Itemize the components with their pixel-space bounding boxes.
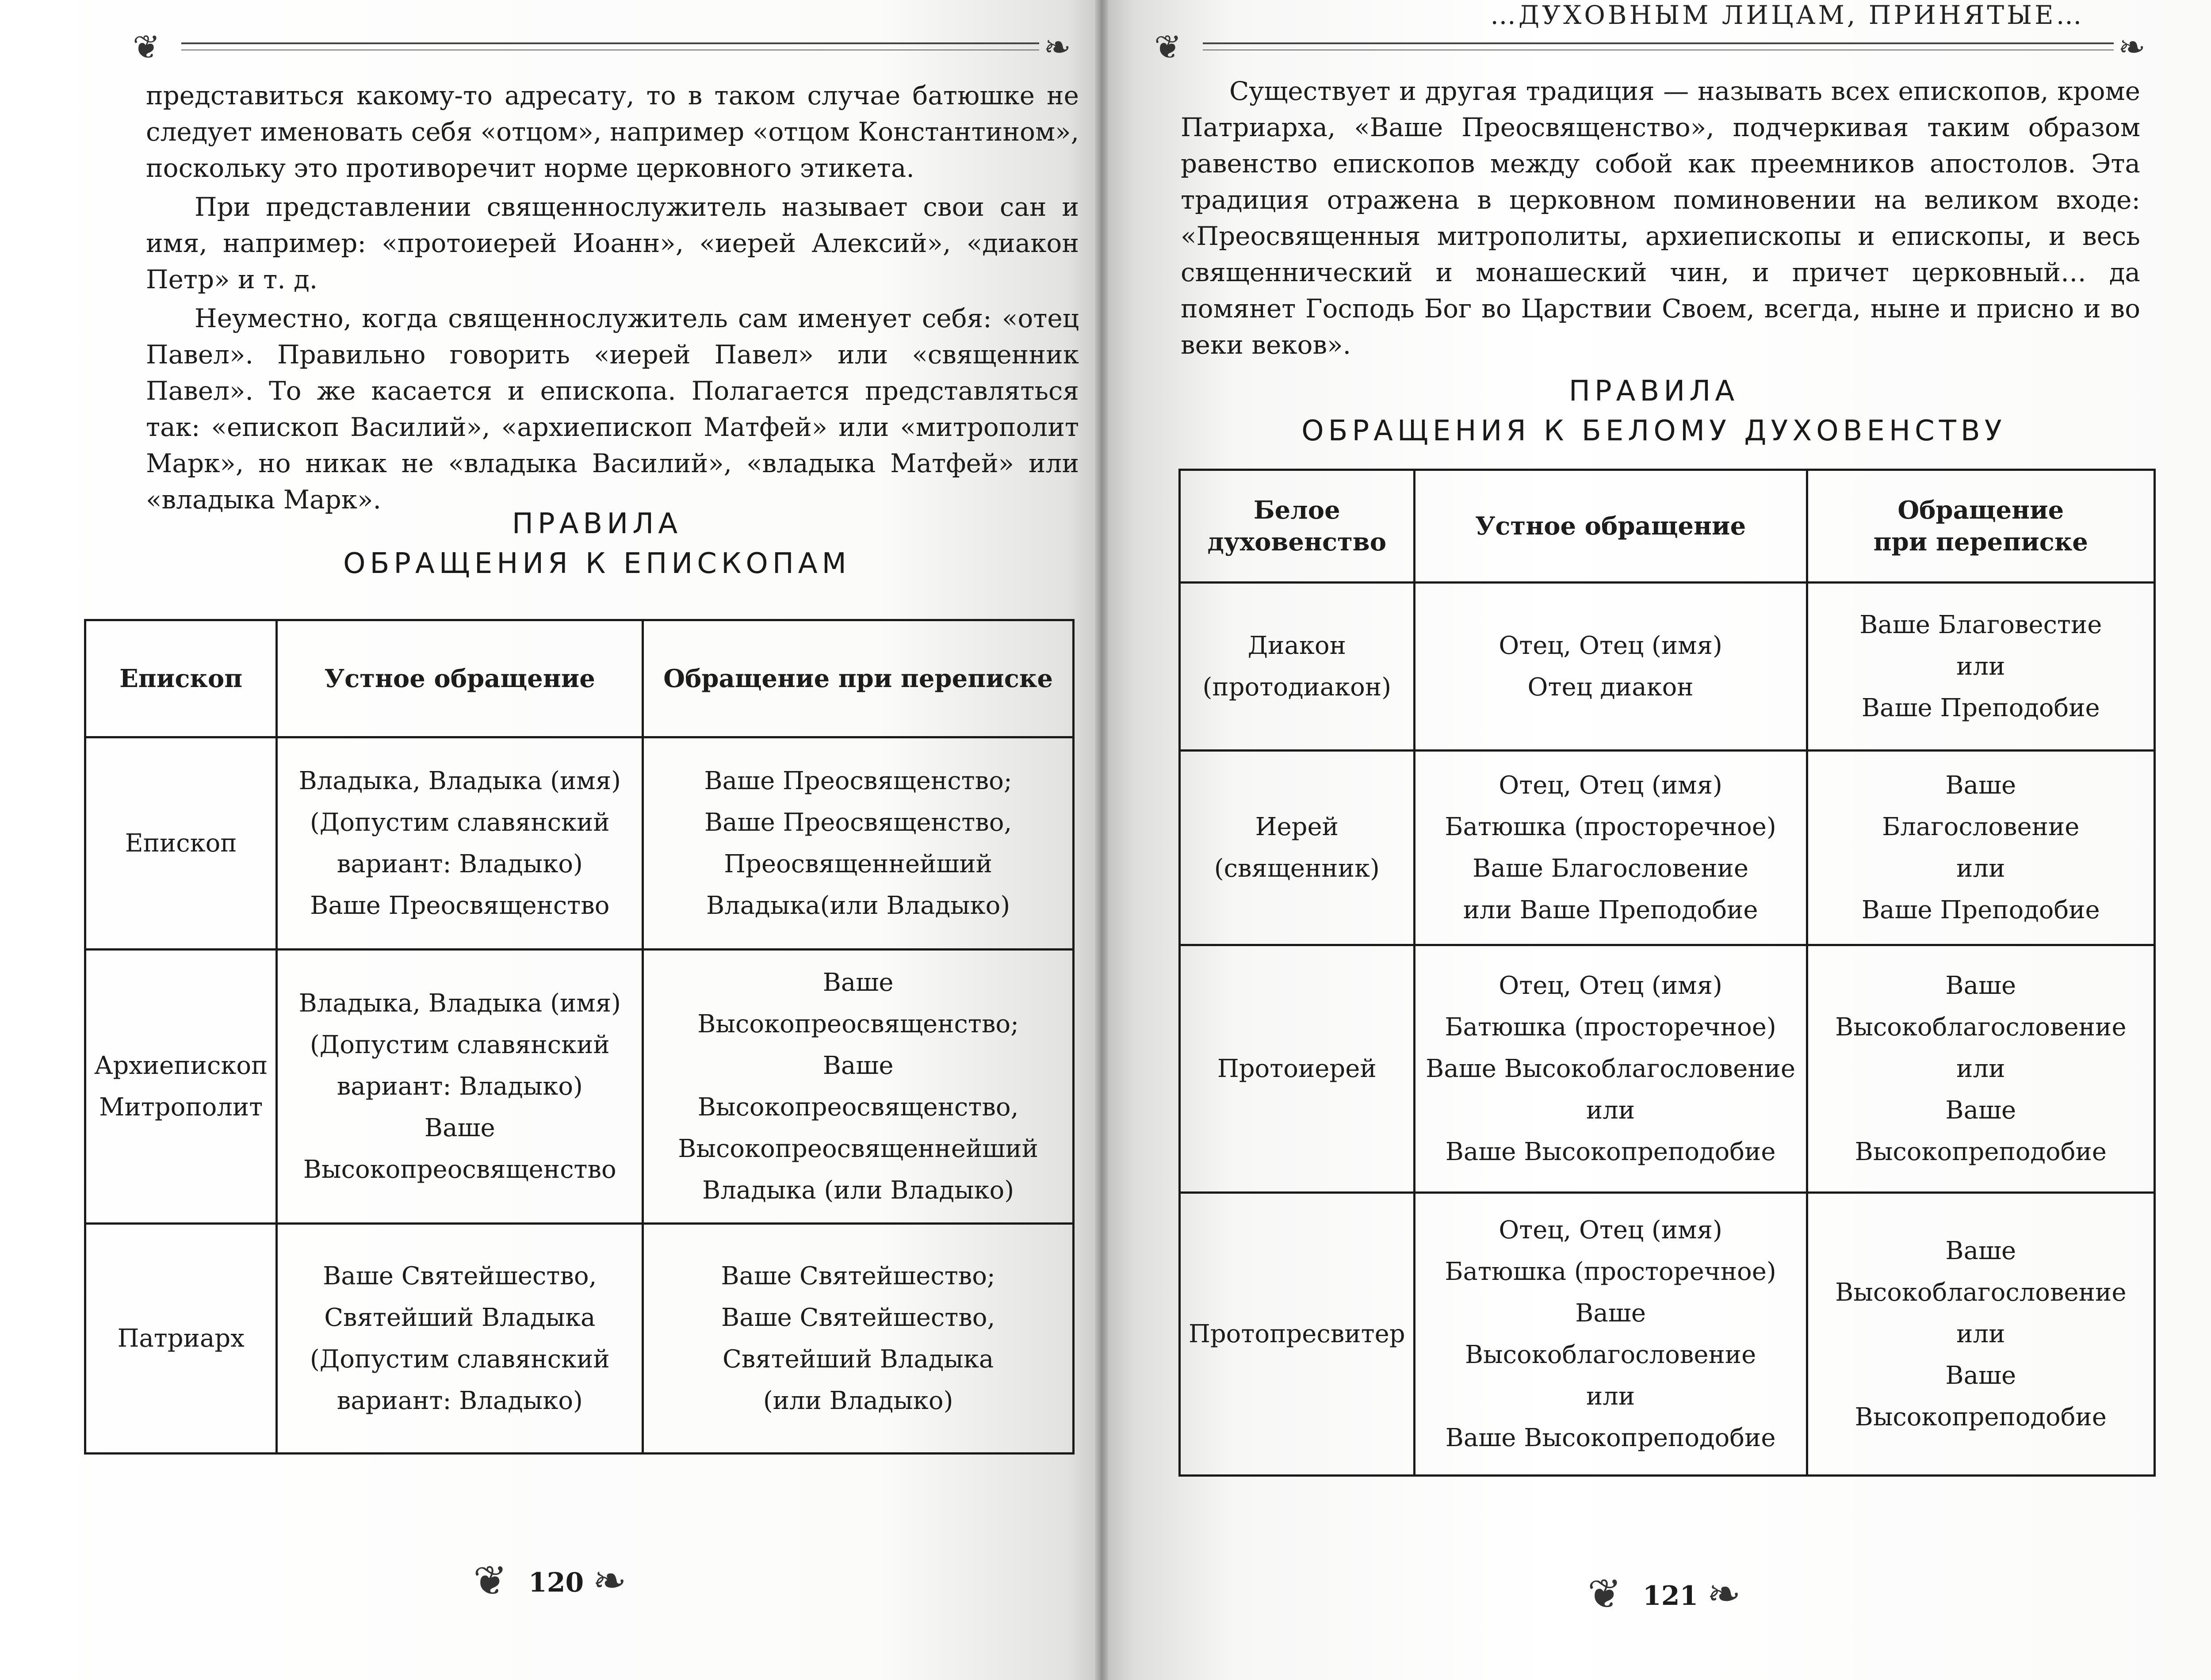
oral-cell: Отец, Отец (имя) Отец диакон — [1414, 583, 1807, 751]
flourish-ornament-icon: ❧ — [2118, 28, 2146, 66]
left-header-ornament — [133, 18, 1083, 71]
flourish-ornament-icon: ❦ — [1587, 1570, 1622, 1618]
oral-cell: Отец, Отец (имя) Батюшка (просторечное) Ваше Высокоблагословение или Ваше Высокопреподобие — [1414, 1193, 1807, 1476]
column-header: Устное обращение — [1414, 470, 1807, 583]
table-row — [85, 950, 1074, 1224]
column-header: Устное обращение — [277, 620, 643, 737]
table-row — [85, 737, 1074, 950]
right-body-text — [1181, 73, 2140, 366]
table-row — [1180, 583, 2155, 751]
written-cell: Ваше Высокоблагословение или Ваше Высокопреподобие — [1807, 1193, 2154, 1476]
written-cell: Ваше Святейшество; Ваше Святейшество, Святейший Владыка (или Владыко) — [643, 1224, 1074, 1454]
rank-cell: Диакон (протодиакон) — [1180, 583, 1415, 751]
rank-cell: Иерей (священник) — [1180, 751, 1415, 945]
flourish-ornament-icon: ❦ — [1154, 28, 1182, 66]
book-gutter — [1095, 0, 1108, 1680]
bishops-table — [84, 619, 1075, 1455]
running-head: …ДУХОВНЫМ ЛИЦАМ, ПРИНЯТЫЕ… — [1490, 0, 2085, 30]
rank-cell: Протопресвитер — [1180, 1193, 1415, 1476]
table-title-line: ПРАВИЛА — [1568, 375, 1739, 408]
table-header-row — [1180, 470, 2155, 583]
table-title-line: ОБРАЩЕНИЯ К БЕЛОМУ ДУХОВЕНСТВУ — [1301, 415, 2006, 447]
page-number: 121 — [1643, 1581, 1698, 1611]
column-header: Епископ — [85, 620, 277, 737]
page-number: 120 — [528, 1567, 584, 1598]
table-title-line: ОБРАЩЕНИЯ К ЕПИСКОПАМ — [343, 547, 851, 580]
oral-cell: Отец, Отец (имя) Батюшка (просторечное) Ваше Высокоблагословение или Ваше Высокопреподобие — [1414, 945, 1807, 1193]
written-cell: Ваше Благовестие или Ваше Преподобие — [1807, 583, 2154, 751]
rank-cell: Епископ — [85, 737, 277, 950]
rank-cell: Архиепископ Митрополит — [85, 950, 277, 1224]
flourish-ornament-icon: ❧ — [593, 1557, 627, 1604]
oral-cell: Владыка, Владыка (имя) (Допустим славянский вариант: Владыко) Ваше Высокопреосвященство — [277, 950, 643, 1224]
rank-cell: Протоиерей — [1180, 945, 1415, 1193]
paragraph: представиться какому-то адресату, то в таком случае батюшке не следует именовать себя «отцом», например «отцом Константином», поскольку это противоречит норме церковного этикета. — [146, 80, 1079, 183]
left-page — [0, 0, 1101, 1680]
table-header-row — [85, 620, 1074, 737]
table-row — [1180, 751, 2155, 945]
oral-cell: Владыка, Владыка (имя) (Допустим славянский вариант: Владыко) Ваше Преосвященство — [277, 737, 643, 950]
oral-cell: Отец, Отец (имя) Батюшка (просторечное) Ваше Благословение или Ваше Преподобие — [1414, 751, 1807, 945]
written-cell: Ваше Высокопреосвященство; Ваше Высокопреосвященство, Высокопреосвященнейший Владыка (или Владыко) — [643, 950, 1074, 1224]
rank-cell: Патриарх — [85, 1224, 277, 1454]
paragraph: При представлении священнослужитель называет свои сан и имя, например: «протоиерей Иоанн», «иерей Алексий», «диакон Петр» и т. д. — [146, 192, 1079, 294]
written-cell: Ваше Высокоблагословение или Ваше Высокопреподобие — [1807, 945, 2154, 1193]
written-cell: Ваше Преосвященство; Ваше Преосвященство, Преосвященнейший Владыка(или Владыко) — [643, 737, 1074, 950]
right-page — [1101, 0, 2211, 1680]
flourish-ornament-icon: ❧ — [1707, 1570, 1741, 1618]
flourish-ornament-icon: ❦ — [473, 1557, 508, 1604]
paragraph: Существует и другая традиция — называть всех епископов, кроме Патриарха, «Ваше Преосвященство», подчеркивая таким образом равенство епископов между собой как преемников апостолов. Эта традиция отражена в церковном поминовении на великом входе: «Преосвященныя митрополиты, архиепископы и епископы, и весь священнический и монашеский чин, и причет церковный… да помянет Господь Бог во Царствии Своем, всегда, ныне и присно и во веки веков». — [1181, 76, 2140, 360]
left-table-title — [221, 504, 973, 584]
table-title-line: ПРАВИЛА — [512, 508, 682, 540]
white-clergy-table — [1178, 469, 2156, 1477]
paragraph: Неуместно, когда священнослужитель сам именует себя: «отец Павел». Правильно говорить «иерей Павел» или «священник Павел». То же касается и епископа. Полагается представляться так: «епископ Василий», «архиепископ Матфей» или «митрополит Марк», но никак не «владыка Василий», «владыка Матфей» или «владыка Марк». — [146, 303, 1079, 515]
flourish-ornament-icon: ❦ — [133, 28, 161, 66]
table-row — [1180, 945, 2155, 1193]
table-row — [85, 1224, 1074, 1454]
column-header: Белое духовенство — [1180, 470, 1415, 583]
column-header: Обращение при переписке — [1807, 470, 2154, 583]
right-table-title — [1234, 371, 2074, 451]
flourish-ornament-icon: ❧ — [1044, 28, 1071, 66]
table-row — [1180, 1193, 2155, 1476]
written-cell: Ваше Благословение или Ваше Преподобие — [1807, 751, 2154, 945]
oral-cell: Ваше Святейшество, Святейший Владыка (Допустим славянский вариант: Владыко) — [277, 1224, 643, 1454]
left-body-text — [146, 77, 1079, 520]
column-header: Обращение при переписке — [643, 620, 1074, 737]
